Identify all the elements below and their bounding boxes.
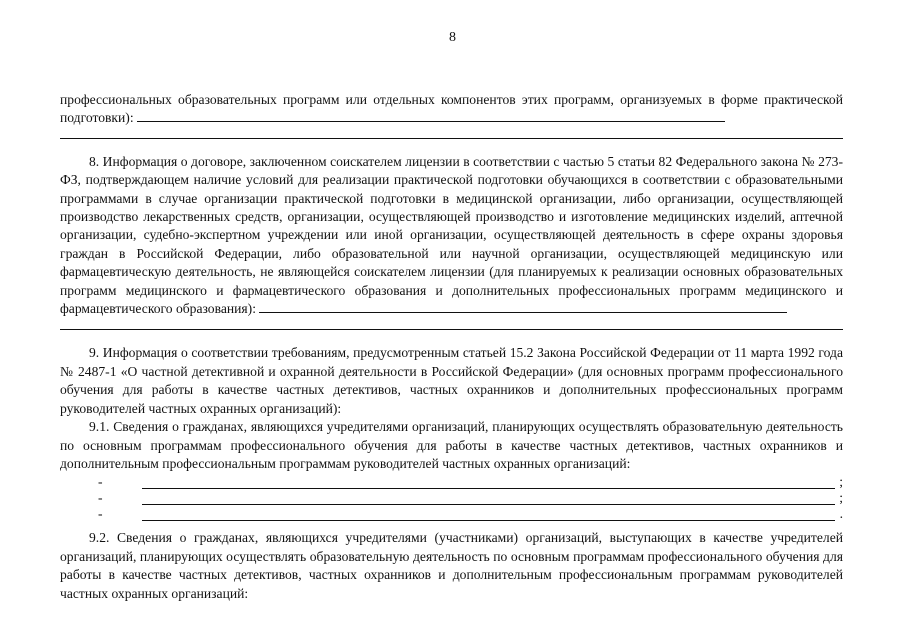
paragraph-continuation (60, 91, 843, 128)
founders-list (60, 475, 843, 521)
paragraph-9-1-text: 9.1. Сведения о гражданах, являющихся учредителями организаций, планирующих осуществлять образовательную деятельность по основным программам профессионального обучения для работы в качестве частных детективов, частных охранников и дополнительным профессиональным программам руководителей частных охранных организаций: (60, 419, 843, 471)
paragraph-9-2-text: 9.2. Сведения о гражданах, являющихся учредителями (участниками) организаций, выступающих в качестве учредителей организаций, планирующих осуществлять образовательную деятельность по основным программам профессионального обучения для работы в качестве частных детективов, частных охранников и дополнительным профессиональным программам руководителей частных охранных организаций: (60, 530, 843, 601)
blank-field[interactable] (142, 493, 835, 505)
paragraph-9-1 (60, 418, 843, 473)
list-item[interactable] (60, 507, 843, 521)
blank-field[interactable] (60, 138, 843, 139)
paragraph-8-text: 8. Информация о договоре, заключенном соискателем лицензии в соответствии с частью 5 статьи 82 Федерального закона № 273-ФЗ, подтверждающем наличие условий для реализации практической подготовки обучающихся в соответствии с образовательными программами в случае организации практической подготовки в медицинской организации, либо организации, осуществляющей производство лекарственных средств, организации, осуществляющей производство и изготовление медицинских изделий, аптечной организации, судебно-экспертном учреждении или иной организации, осуществляющей деятельность в сфере охраны здоровья граждан в Российской Федерации, либо образовательной или научной организации, осуществляющей медицинскую или фармацевтическую деятельность, не являющейся соискателем лицензии (для планируемых к реализации основных образовательных программ медицинского и фармацевтического образования и дополнительных профессиональных программ медицинского и фармацевтического образования): (60, 153, 843, 317)
blank-field[interactable] (60, 329, 843, 330)
paragraph-8 (60, 153, 843, 319)
list-end-mark: ; (839, 490, 843, 506)
paragraph-9 (60, 344, 843, 418)
paragraph-9-text: 9. Информация о соответствии требованиям, предусмотренным статьей 15.2 Закона Российской Федерации от 11 марта 1992 года № 2487-1 «О частной детективной и охранной деятельности в Российской Федерации» (для основных программ профессионального обучения для работы в качестве частных детективов, частных охранников и дополнительных профессиональных программ руководителей частных охранных организаций): (60, 345, 843, 416)
list-dash: - (98, 506, 103, 522)
blank-field[interactable] (259, 300, 787, 313)
document-body (60, 89, 843, 603)
blank-field[interactable] (142, 477, 835, 489)
paragraph-9-2 (60, 529, 843, 603)
blank-field[interactable] (137, 109, 725, 122)
list-item[interactable] (60, 491, 843, 505)
list-end-mark: ; (839, 474, 843, 490)
list-dash: - (98, 490, 103, 506)
list-end-mark: . (839, 506, 843, 522)
page-number: 8 (449, 30, 456, 45)
list-dash: - (98, 474, 103, 490)
list-item[interactable] (60, 475, 843, 489)
blank-field[interactable] (142, 509, 835, 521)
paragraph-continuation-text: профессиональных образовательных программ или отдельных компонентов этих программ, организуемых в форме практической подготовки): (60, 92, 843, 126)
